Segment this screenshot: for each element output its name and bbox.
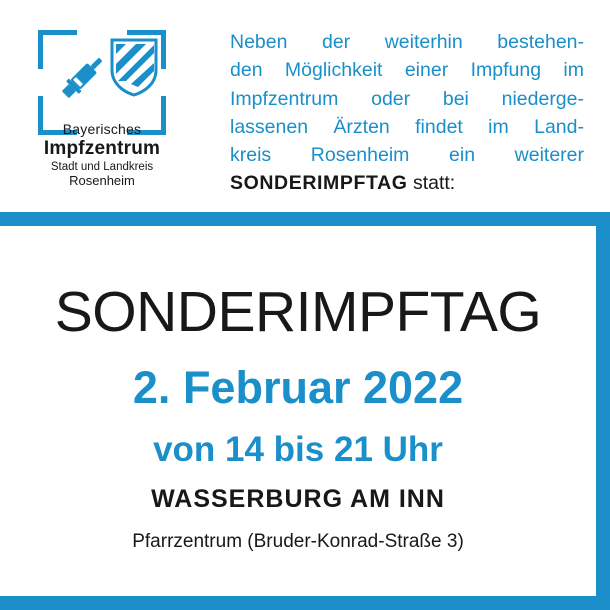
headline: SONDERIMPFTAG	[54, 280, 542, 344]
event-venue: Pfarrzentrum (Bruder-Konrad-Straße 3)	[132, 531, 464, 552]
top-section	[0, 0, 610, 212]
intro-line-3: Impfzentrum oder bei niederge-	[230, 87, 584, 110]
intro-line-5: kreis Rosenheim ein weiterer	[230, 144, 584, 167]
logo-line-4: Rosenheim	[69, 172, 135, 188]
logo-line-2: Impfzentrum	[43, 137, 161, 159]
intro-keyword-tail: statt:	[407, 172, 456, 195]
intro-line-6	[230, 169, 584, 197]
logo-frame	[38, 30, 166, 135]
syringe-icon	[52, 46, 114, 108]
event-date: 2. Februar 2022	[132, 362, 464, 413]
logo-block	[0, 0, 200, 212]
bavarian-shield-icon	[108, 36, 160, 98]
intro-text	[200, 0, 610, 198]
intro-line-2: den Möglichkeit einer Impfung im	[230, 59, 584, 82]
logo-wordmark	[24, 122, 180, 188]
logo-line-3: Stadt und Landkreis	[50, 160, 154, 173]
logo-line-1: Bayerisches	[62, 121, 142, 137]
event-place: WASSERBURG AM INN	[151, 485, 445, 513]
intro-keyword: SONDERIMPFTAG	[230, 172, 408, 195]
intro-line-1: Neben der weiterhin bestehen-	[230, 31, 584, 53]
main-content	[0, 226, 596, 596]
main-frame	[0, 212, 610, 610]
intro-line-4: lassenen Ärzten findet im Land-	[230, 115, 584, 138]
event-time: von 14 bis 21 Uhr	[153, 430, 443, 469]
